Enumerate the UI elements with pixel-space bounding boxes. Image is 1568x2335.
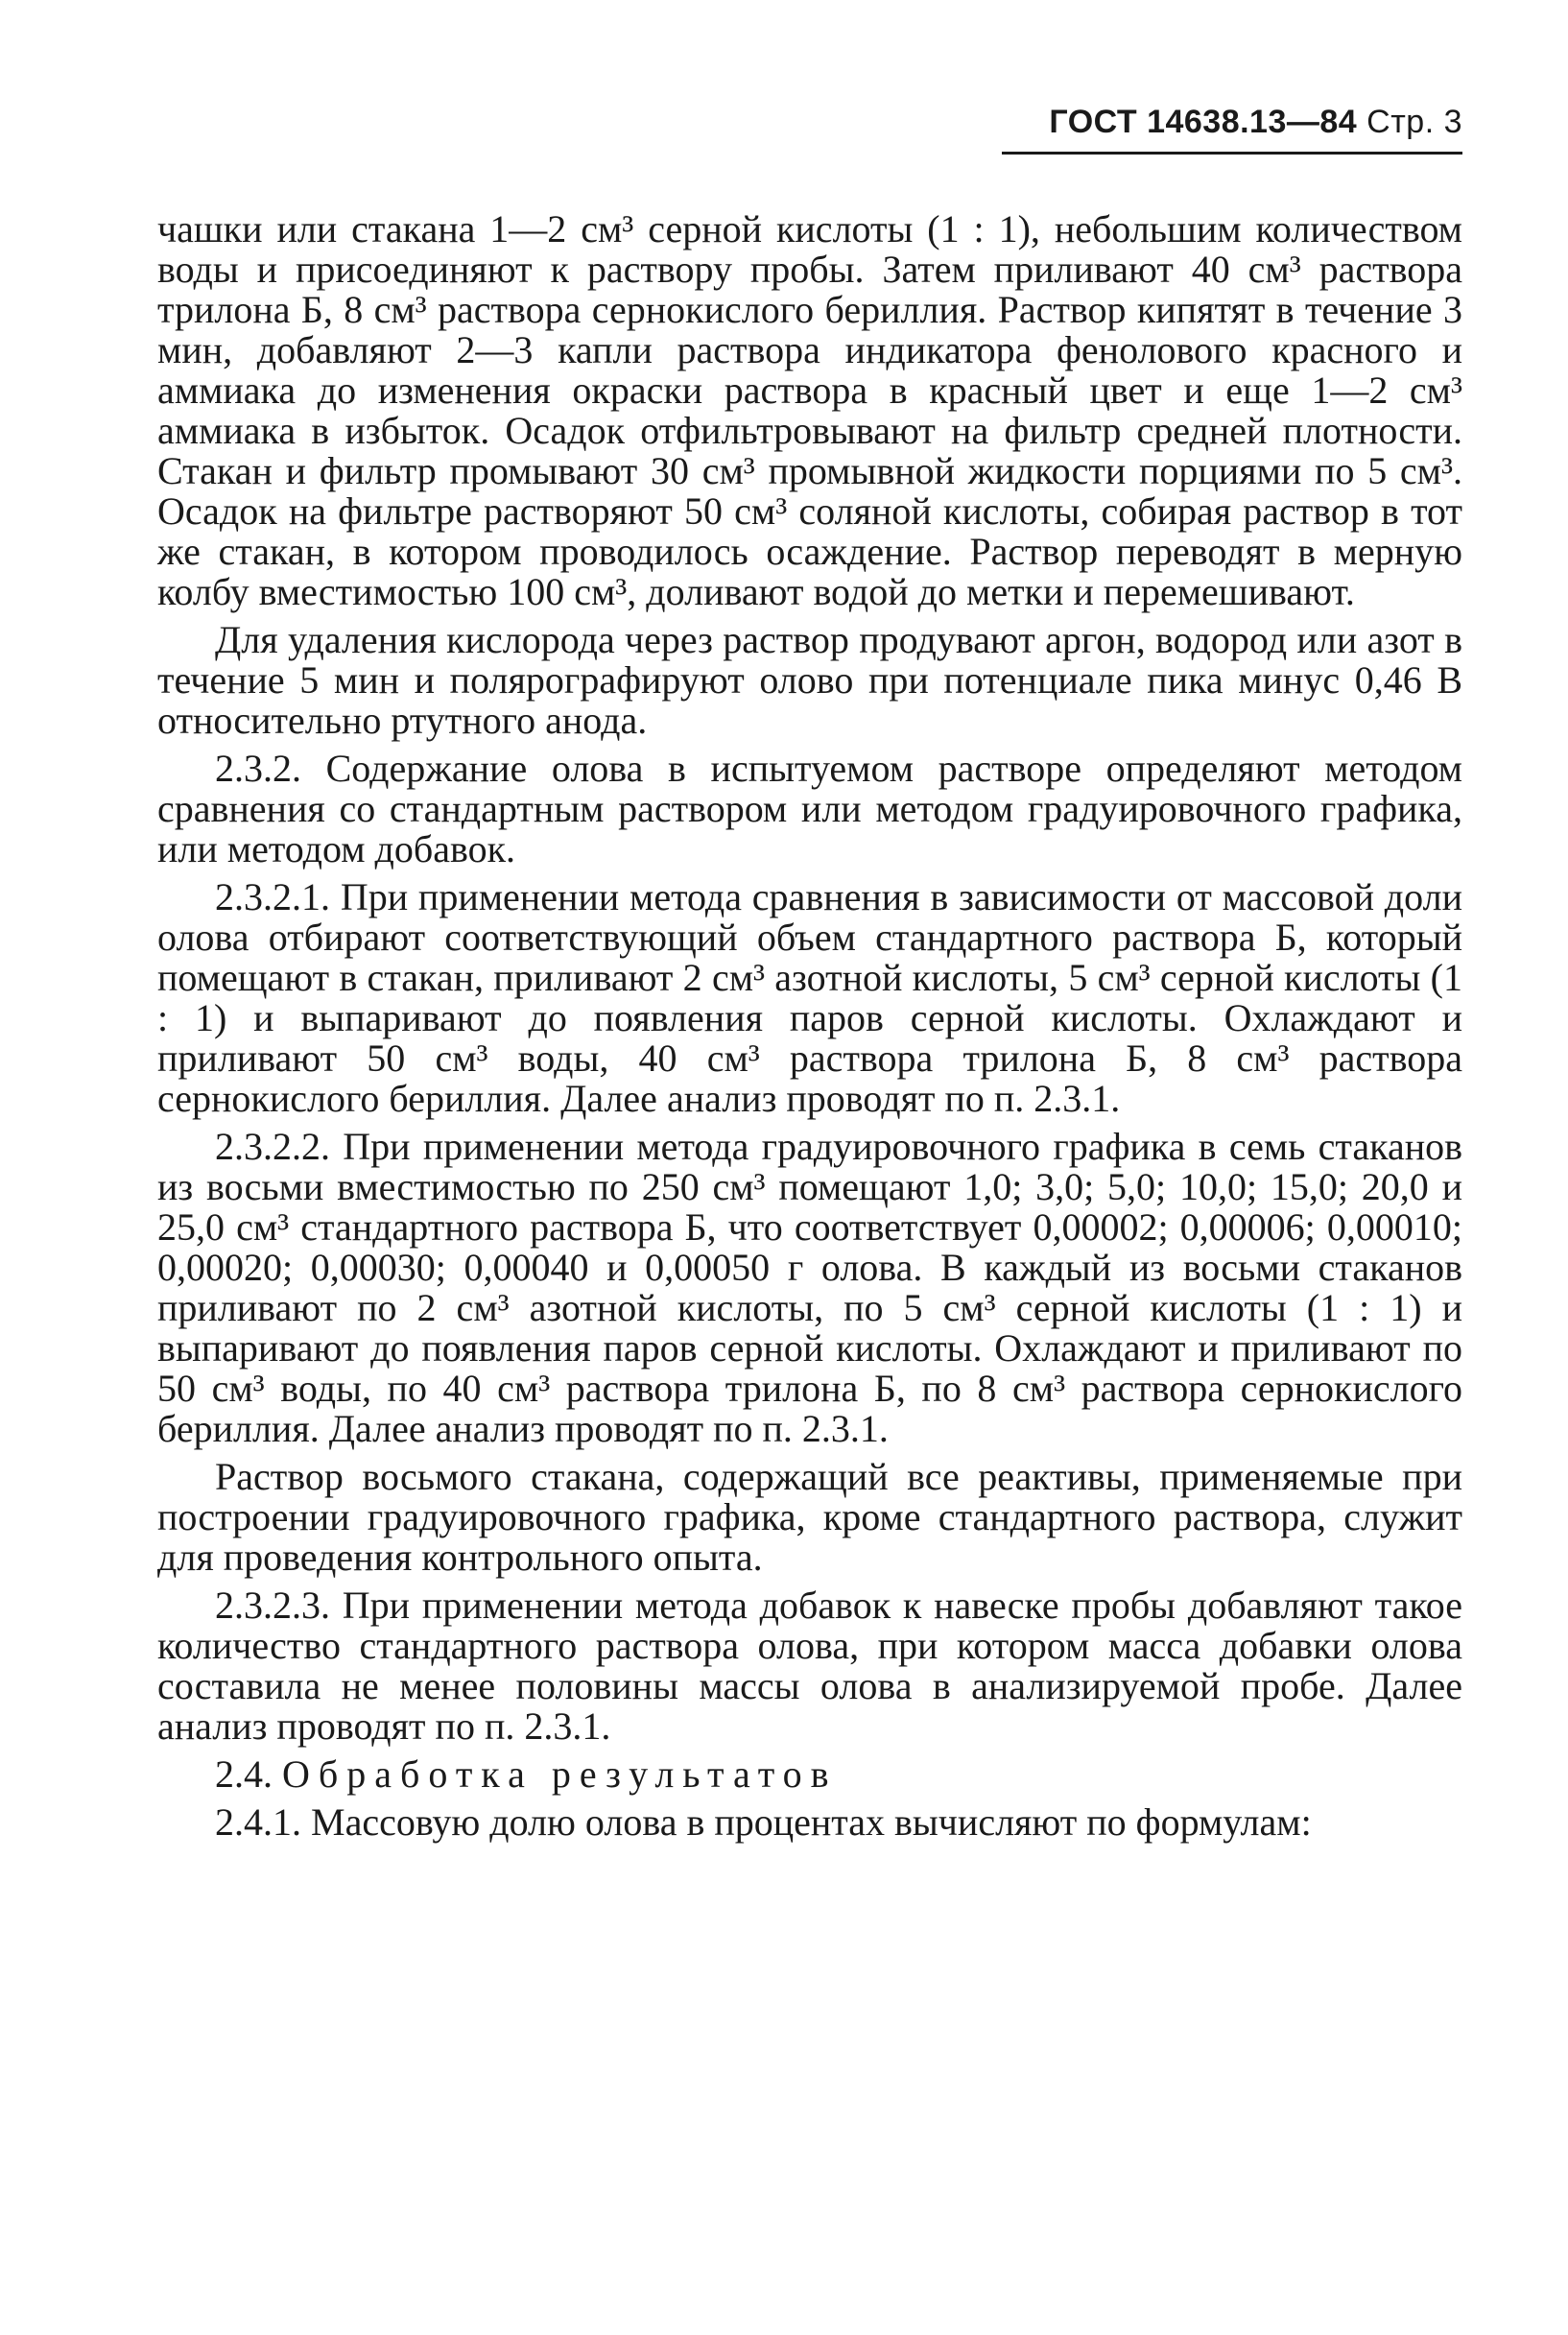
page-number: Стр. 3: [1366, 104, 1462, 140]
section-number: 2.4.: [215, 1752, 273, 1796]
document-id: ГОСТ 14638.13—84: [1049, 104, 1358, 140]
paragraph-2-3-2-2: 2.3.2.2. При применении метода градуировочного графика в семь стаканов из восьми вместимостью по 250 см³ помещают 1,0; 3,0; 5,0; 10,0; 15,0; 20,0 и 25,0 см³ стандартного раствора Б, что соответствует 0,00002; 0,00006; 0,00010; 0,00020; 0,00030; 0,00040 и 0,00050 г олова. В каждый из восьми стаканов приливают по 2 см³ азотной кислоты, по 5 см³ серной кислоты (1 : 1) и выпаривают до появления паров серной кислоты. Охлаждают и приливают по 50 см³ воды, по 40 см³ раствора трилона Б, по 8 см³ раствора сернокислого бериллия. Далее анализ проводят по п. 2.3.1.: [157, 1125, 1462, 1450]
paragraph-deaeration: Для удаления кислорода через раствор продувают аргон, водород или азот в течение 5 мин и полярографируют олово при потенциале пика минус 0,46 В относительно ртутного анода.: [157, 618, 1462, 742]
page-body: [157, 209, 1462, 1850]
paragraph-2-3-2: 2.3.2. Содержание олова в испытуемом растворе определяют методом сравнения со стандартным раствором или методом градуировочного графика, или методом добавок.: [157, 747, 1462, 870]
paragraph-continuation: чашки или стакана 1—2 см³ серной кислоты (1 : 1), небольшим количеством воды и присоединяют к раствору пробы. Затем приливают 40 см³ раствора трилона Б, 8 см³ раствора сернокислого бериллия. Раствор кипятят в течение 3 мин, добавляют 2—3 капли раствора индикатора фенолового красного и аммиака до изменения окраски раствора в красный цвет и еще 1—2 см³ аммиака в избыток. Осадок отфильтровывают на фильтр средней плотности. Стакан и фильтр промывают 30 см³ промывной жидкости порциями по 5 см³. Осадок на фильтре растворяют 50 см³ соляной кислоты, собирая раствор в тот же стакан, в котором проводилось осаждение. Раствор переводят в мерную колбу вместимостью 100 см³, доливают водой до метки и перемешивают.: [157, 207, 1462, 613]
paragraph-2-3-2-1: 2.3.2.1. При применении метода сравнения в зависимости от массовой доли олова отбирают соответствующий объем стандартного раствора Б, который помещают в стакан, приливают 2 см³ азотной кислоты, 5 см³ серной кислоты (1 : 1) и выпаривают до появления паров серной кислоты. Охлаждают и приливают 50 см³ воды, 40 см³ раствора трилона Б, 8 см³ раствора сернокислого бериллия. Далее анализ проводят по п. 2.3.1.: [157, 875, 1462, 1120]
section-title: Обработка результатов: [282, 1752, 838, 1796]
header-rule: [1002, 152, 1462, 155]
paragraph-2-4-1: 2.4.1. Массовую долю олова в процентах вычисляют по формулам:: [215, 1800, 1312, 1844]
paragraph-control-experiment: Раствор восьмого стакана, содержащий все реактивы, применяемые при построении градуировочного графика, кроме стандартного раствора, служит для проведения контрольного опыта.: [157, 1455, 1462, 1579]
paragraph-2-3-2-3: 2.3.2.3. При применении метода добавок к навеске пробы добавляют такое количество стандартного раствора олова, при котором масса добавки олова составила не менее половины массы олова в анализируемой пробе. Далее анализ проводят по п. 2.3.1.: [157, 1584, 1462, 1748]
page-header: [963, 104, 1462, 141]
section-heading: [157, 1754, 1462, 1795]
